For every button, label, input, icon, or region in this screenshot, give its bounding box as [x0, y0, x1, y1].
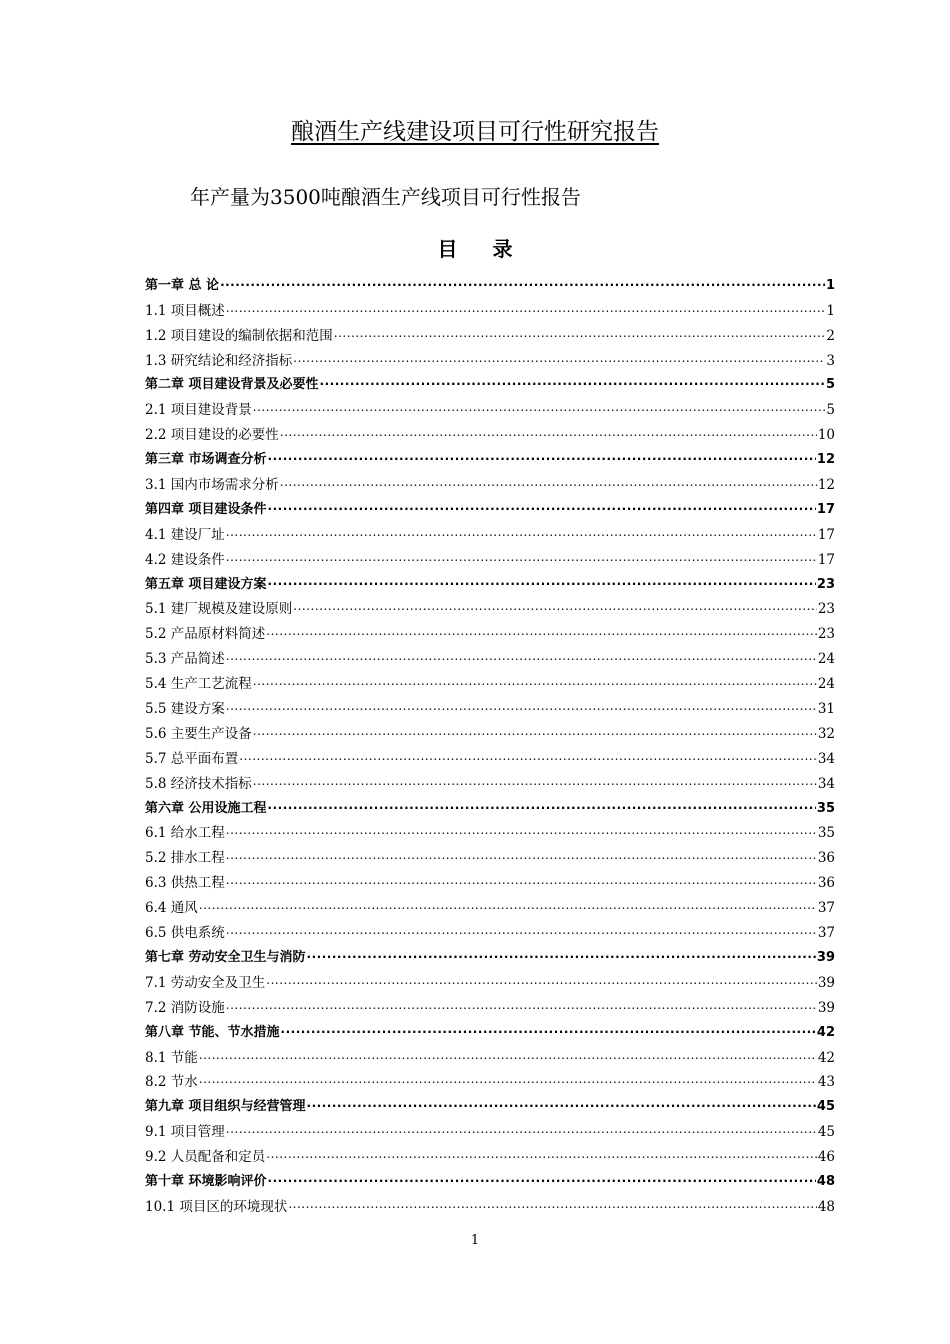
- toc-section-entry[interactable]: [145, 967, 835, 992]
- toc-dot-leader: [268, 572, 816, 591]
- toc-entry-title: 5.4 生产工艺流程: [145, 676, 252, 693]
- toc-entry-page: 5: [825, 377, 835, 393]
- toc-dot-leader: [226, 821, 817, 839]
- toc-section-entry[interactable]: [145, 519, 835, 544]
- toc-dot-leader: [334, 324, 826, 342]
- toc-dot-leader: [253, 672, 817, 690]
- toc-entry-title: 6.5 供电系统: [145, 925, 225, 942]
- toc-section-entry[interactable]: [145, 345, 835, 370]
- toc-entry-page: 1: [826, 302, 835, 319]
- toc-entry-title: 第二章 项目建设背景及必要性: [145, 377, 319, 393]
- toc-dot-leader: [307, 1094, 816, 1113]
- document-title: 酿酒生产线建设项目可行性研究报告: [291, 119, 659, 145]
- document-subtitle: 年产量为3500吨酿酒生产线项目可行性报告: [190, 185, 581, 209]
- toc-section-entry[interactable]: [145, 992, 835, 1017]
- toc-section-entry[interactable]: [145, 295, 835, 320]
- toc-section-entry[interactable]: [145, 1141, 835, 1166]
- toc-entry-title: 第三章 市场调查分析: [145, 452, 267, 468]
- toc-heading: 目 录: [437, 237, 527, 261]
- toc-section-entry[interactable]: [145, 892, 835, 917]
- toc-entry-page: 17: [817, 526, 835, 543]
- toc-entry-title: 6.1 给水工程: [145, 825, 225, 842]
- toc-dot-leader: [266, 1145, 817, 1163]
- toc-entry-page: 5: [826, 402, 835, 419]
- toc-entry-title: 2.1 项目建设背景: [145, 402, 252, 419]
- toc-dot-leader: [293, 349, 825, 367]
- toc-entry-title: 第七章 劳动安全卫生与消防: [145, 949, 306, 965]
- toc-entry-page: 42: [817, 1049, 835, 1066]
- toc-dot-leader: [226, 548, 817, 566]
- toc-entry-title: 第八章 节能、节水措施: [145, 1024, 280, 1040]
- toc-dot-leader: [226, 871, 817, 889]
- toc-entry-page: 45: [817, 1124, 835, 1141]
- toc-entry-page: 45: [816, 1099, 835, 1115]
- toc-entry-page: 39: [817, 999, 835, 1016]
- toc-dot-leader: [266, 622, 817, 640]
- toc-entry-title: 7.2 消防设施: [145, 999, 225, 1016]
- toc-entry-title: 5.2 产品原材料简述: [145, 626, 266, 643]
- toc-entry-page: 36: [817, 850, 835, 867]
- toc-entry-page: 39: [816, 949, 835, 965]
- toc-entry-title: 4.2 建设条件: [145, 551, 225, 568]
- toc-entry-page: 39: [817, 974, 835, 991]
- toc-entry-title: 5.5 建设方案: [145, 701, 225, 718]
- toc-entry-title: 第六章 公用设施工程: [145, 800, 267, 816]
- toc-dot-leader: [199, 896, 817, 914]
- toc-section-entry[interactable]: [145, 818, 835, 843]
- toc-dot-leader: [253, 398, 826, 416]
- toc-entry-page: 24: [817, 676, 835, 693]
- toc-entry-title: 3.1 国内市场需求分析: [145, 477, 279, 494]
- toc-entry-title: 7.1 劳动安全及卫生: [145, 974, 266, 991]
- toc-entry-title: 5.2 排水工程: [145, 850, 225, 867]
- toc-entry-title: 1.1 项目概述: [145, 302, 225, 319]
- toc-chapter-entry[interactable]: [145, 1017, 835, 1042]
- toc-dot-leader: [288, 1195, 816, 1213]
- toc-entry-page: 35: [817, 825, 835, 842]
- toc-entry-page: 34: [817, 775, 835, 792]
- toc-dot-leader: [253, 722, 817, 740]
- page-number: 1: [470, 1233, 480, 1248]
- toc-entry-title: 5.8 经济技术指标: [145, 775, 252, 792]
- toc-entry-page: 37: [817, 900, 835, 917]
- toc-dot-leader: [220, 273, 825, 292]
- toc-entry-page: 36: [817, 875, 835, 892]
- toc-entry-page: 37: [817, 925, 835, 942]
- toc-chapter-entry[interactable]: [145, 444, 835, 469]
- toc-entry-title: 6.4 通风: [145, 900, 198, 917]
- toc-entry-page: 17: [816, 501, 835, 517]
- toc-section-entry[interactable]: [145, 394, 835, 419]
- toc-entry-title: 8.2 节水: [145, 1074, 198, 1091]
- toc-entry-title: 5.6 主要生产设备: [145, 725, 252, 742]
- toc-entry-title: 1.3 研究结论和经济指标: [145, 352, 293, 369]
- toc-section-entry[interactable]: [145, 1042, 835, 1067]
- toc-chapter-entry[interactable]: [145, 494, 835, 519]
- toc-entry-title: 第四章 项目建设条件: [145, 501, 267, 517]
- toc-section-entry[interactable]: [145, 320, 835, 345]
- toc-section-entry[interactable]: [145, 643, 835, 668]
- toc-dot-leader: [268, 796, 816, 815]
- toc-entry-title: 4.1 建设厂址: [145, 526, 225, 543]
- toc-dot-leader: [280, 423, 817, 441]
- toc-entry-title: 第十章 环境影响评价: [145, 1173, 267, 1189]
- toc-section-entry[interactable]: [145, 544, 835, 569]
- toc-chapter-entry[interactable]: [145, 1166, 835, 1191]
- toc-dot-leader: [268, 1169, 816, 1188]
- toc-section-entry[interactable]: [145, 668, 835, 693]
- toc-entry-title: 第五章 项目建设方案: [145, 576, 267, 592]
- toc-section-entry[interactable]: [145, 1067, 835, 1092]
- toc-dot-leader: [253, 772, 817, 790]
- toc-dot-leader: [226, 523, 817, 541]
- table-of-contents: [145, 270, 835, 1216]
- toc-section-entry[interactable]: [145, 1116, 835, 1141]
- toc-dot-leader: [226, 1120, 817, 1138]
- toc-section-entry[interactable]: [145, 594, 835, 619]
- toc-section-entry[interactable]: [145, 842, 835, 867]
- toc-dot-leader: [226, 299, 826, 317]
- toc-entry-title: 2.2 项目建设的必要性: [145, 427, 279, 444]
- toc-entry-page: 34: [817, 750, 835, 767]
- toc-dot-leader: [226, 996, 817, 1014]
- toc-section-entry[interactable]: [145, 917, 835, 942]
- toc-entry-page: 42: [816, 1024, 835, 1040]
- toc-dot-leader: [268, 497, 816, 516]
- toc-chapter-entry[interactable]: [145, 569, 835, 594]
- toc-dot-leader: [226, 921, 817, 939]
- toc-entry-title: 8.1 节能: [145, 1049, 198, 1066]
- toc-dot-leader: [239, 747, 817, 765]
- toc-section-entry[interactable]: [145, 768, 835, 793]
- toc-dot-leader: [320, 372, 825, 391]
- toc-entry-page: 1: [825, 277, 835, 293]
- toc-entry-page: 48: [816, 1173, 835, 1189]
- toc-entry-page: 10: [817, 427, 835, 444]
- toc-entry-page: 23: [817, 601, 835, 618]
- toc-section-entry[interactable]: [145, 618, 835, 643]
- toc-entry-page: 12: [816, 452, 835, 468]
- toc-entry-page: 12: [817, 477, 835, 494]
- toc-dot-leader: [199, 1046, 817, 1064]
- toc-entry-page: 48: [817, 1198, 835, 1215]
- toc-entry-page: 23: [816, 576, 835, 592]
- toc-entry-title: 9.1 项目管理: [145, 1124, 225, 1141]
- toc-entry-page: 32: [817, 725, 835, 742]
- toc-chapter-entry[interactable]: [145, 370, 835, 395]
- toc-section-entry[interactable]: [145, 718, 835, 743]
- toc-section-entry[interactable]: [145, 469, 835, 494]
- toc-entry-title: 5.3 产品简述: [145, 651, 225, 668]
- toc-entry-title: 6.3 供热工程: [145, 875, 225, 892]
- toc-entry-page: 46: [817, 1149, 835, 1166]
- toc-entry-title: 10.1 项目区的环境现状: [145, 1198, 288, 1215]
- toc-dot-leader: [293, 597, 817, 615]
- toc-section-entry[interactable]: [145, 1191, 835, 1216]
- toc-entry-title: 第九章 项目组织与经营管理: [145, 1099, 306, 1115]
- toc-dot-leader: [199, 1070, 817, 1088]
- toc-dot-leader: [307, 945, 816, 964]
- toc-entry-page: 35: [816, 800, 835, 816]
- toc-section-entry[interactable]: [145, 693, 835, 718]
- toc-entry-title: 5.1 建厂规模及建设原则: [145, 601, 293, 618]
- toc-entry-title: 5.7 总平面布置: [145, 750, 239, 767]
- toc-dot-leader: [226, 647, 817, 665]
- toc-entry-page: 23: [817, 626, 835, 643]
- toc-entry-title: 1.2 项目建设的编制依据和范围: [145, 327, 333, 344]
- toc-entry-title: 第一章 总 论: [145, 277, 220, 293]
- toc-dot-leader: [280, 473, 817, 491]
- toc-entry-page: 2: [826, 327, 835, 344]
- toc-section-entry[interactable]: [145, 419, 835, 444]
- toc-dot-leader: [268, 447, 816, 466]
- toc-section-entry[interactable]: [145, 743, 835, 768]
- toc-entry-page: 31: [817, 701, 835, 718]
- toc-entry-page: 43: [817, 1074, 835, 1091]
- toc-entry-page: 3: [826, 352, 835, 369]
- toc-section-entry[interactable]: [145, 867, 835, 892]
- toc-chapter-entry[interactable]: [145, 1091, 835, 1116]
- toc-entry-page: 17: [817, 551, 835, 568]
- toc-entry-title: 9.2 人员配备和定员: [145, 1149, 266, 1166]
- toc-chapter-entry[interactable]: [145, 942, 835, 967]
- toc-chapter-entry[interactable]: [145, 270, 835, 295]
- toc-dot-leader: [226, 697, 817, 715]
- toc-entry-page: 24: [817, 651, 835, 668]
- toc-dot-leader: [226, 846, 817, 864]
- toc-chapter-entry[interactable]: [145, 793, 835, 818]
- toc-dot-leader: [266, 971, 817, 989]
- toc-dot-leader: [281, 1020, 816, 1039]
